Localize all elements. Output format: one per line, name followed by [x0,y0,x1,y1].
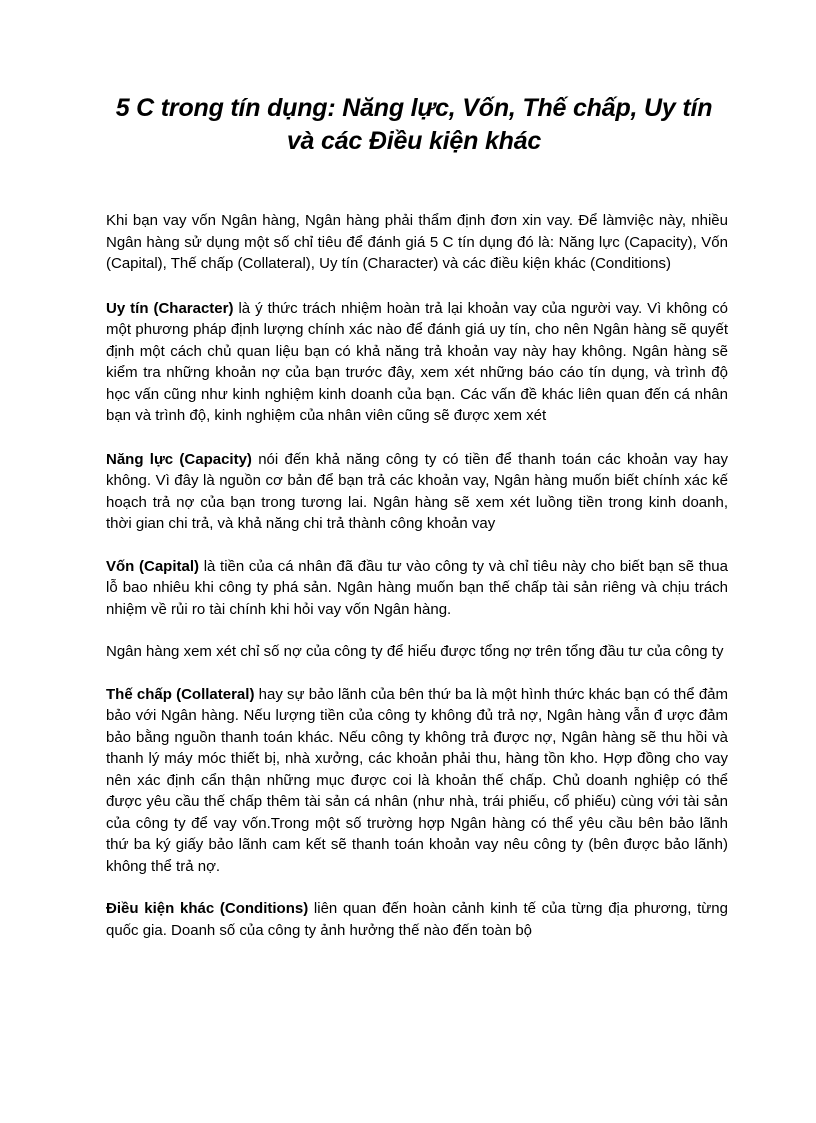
text-collateral: hay sự bảo lãnh của bên thứ ba là một hình thức khác bạn có thể đảm bảo với Ngân hàng. Nếu lượng tiền của công ty không đủ trả nợ, Ngân hàng vẫn đ ược đảm bảo bằng nguồn thanh toán khác. Nếu công ty không trả được nợ, Ngân hàng sẽ thu hồi và thanh lý máy móc thiết bị, nhà xưởng, các khoản phải thu, hàng tồn kho. Hợp đồng cho vay nên xác định cẩn thận những mục được coi là khoản thế chấp. Chủ doanh nghiệp có thể được yêu cầu thế chấp thêm tài sản cá nhân (như nhà, trái phiếu, cổ phiếu) cùng với tài sản của công ty để vay vốn.Trong một số trường hợp Ngân hàng có thể yêu cầu bên bảo lãnh thứ ba ký giấy bảo lãnh cam kết sẽ thanh toán khoản vay nêu công ty (bên được bảo lãnh) không thể trả nợ. [106,685,728,875]
heading-capital: Vốn (Capital) [106,557,200,575]
paragraph-capital [106,556,728,621]
heading-capacity: Năng lực (Capacity) [106,450,252,468]
intro-paragraph: Khi bạn vay vốn Ngân hàng, Ngân hàng phải thẩm định đơn xin vay. Để làmviệc này, nhiều Ngân hàng sử dụng một số chỉ tiêu để đánh giá 5 C tín dụng đó là: Năng lực (Capacity), Vốn (Capital), Thế chấp (Collateral), Uy tín (Character) và các điều kiện khác (Conditions) [106,212,728,272]
document-body [106,210,728,962]
heading-character: Uy tín (Character) [106,299,234,317]
text-character: là ý thức trách nhiệm hoàn trả lại khoản vay của người vay. Vì không có một phương pháp định lượng chính xác nào để đánh giá uy tín, cho nên Ngân hàng sẽ quyết định một cách chủ quan liệu bạn có khả năng trả khoản vay này hay không. Ngân hàng sẽ kiểm tra những khoản nợ của bạn trước đây, xem xét những báo cáo tín dụng, và trình độ học vấn cũng như kinh nghiệm kinh doanh của bạn. Các vấn đề khác liên quan đến cá nhân bạn và trình độ, kinh nghiệm của nhân viên cũng sẽ được xem xét [106,299,729,424]
text-conditions: liên quan đến hoàn cảnh kinh tế của từng địa phương, từng quốc gia. Doanh số của công ty ảnh hưởng thế nào đến toàn bộ [106,900,728,939]
paragraph-conditions [106,898,728,941]
text-capital: là tiền của cá nhân đã đầu tư vào công ty và chỉ tiêu này cho biết bạn sẽ thua lỗ bao nhiêu khi công ty phá sản. Ngân hàng muốn bạn thế chấp tài sản riêng và chịu trách nhiệm về rủi ro tài chính khi hỏi vay vốn Ngân hàng. [106,557,728,618]
heading-conditions: Điều kiện khác (Conditions) [106,900,309,917]
text-capacity: nói đến khả năng công ty có tiền để thanh toán các khoản vay hay không. Vì đây là nguồn cơ bản để bạn trả các khoản vay, Ngân hàng muốn biết chính xác kế hoạch trả nợ của bạn trong tương lai. Ngân hàng sẽ xem xét luồng tiền trong kinh doanh, thời gian chi trả, và khả năng chi trả thành công khoản vay [106,450,728,532]
paragraph-collateral [106,684,728,878]
paragraph-capacity [106,449,728,535]
paragraph-debt-ratio [106,641,728,663]
paragraph-character [106,298,728,427]
heading-collateral: Thế chấp (Collateral) [106,685,255,703]
text-debt-ratio: Ngân hàng xem xét chỉ số nợ của công ty để hiểu được tổng nợ trên tổng đầu tư của công ty [106,643,724,660]
page-title: 5 C trong tín dụng: Năng lực, Vốn, Thế chấp, Uy tín và các Điều kiện khác [115,94,713,155]
